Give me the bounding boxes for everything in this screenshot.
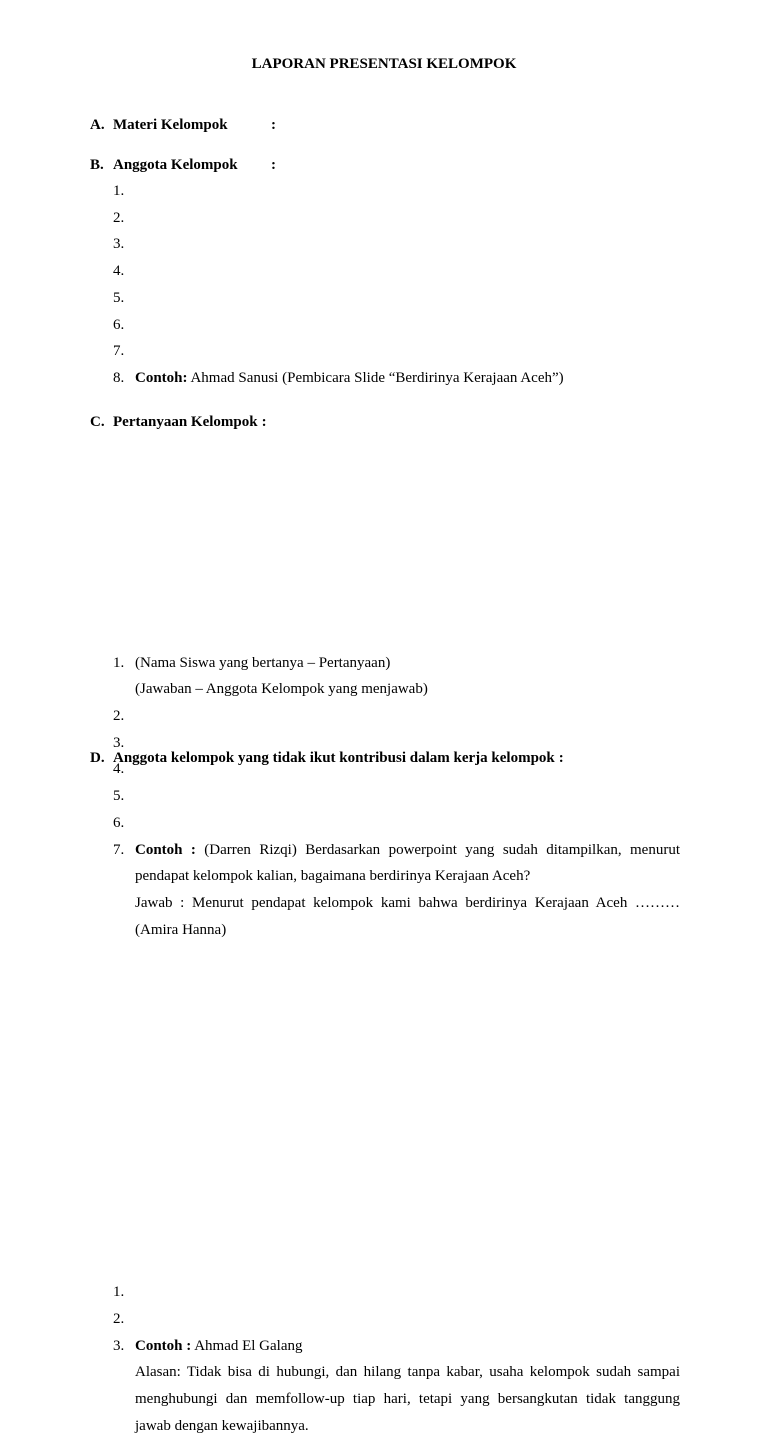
example-answer-line1: Jawab : Menurut pendapat kelompok kami bahwa berdirinya Kerajaan Aceh ……… [135,894,680,911]
item-number: 3. [113,734,125,751]
answer-template: (Jawaban – Anggota Kelompok yang menjawab) [135,681,428,698]
list-item [90,1279,680,1306]
item-number: 6. [113,814,125,831]
list-item [90,650,680,703]
section-d-colon: : [558,750,564,766]
item-number: 8. [113,369,125,386]
section-b-list [90,178,680,392]
item-number: 3. [113,1337,125,1354]
list-item-example [90,1333,680,1440]
item-number: 1. [113,654,125,671]
section-b-heading [90,157,680,177]
item-number: 2. [113,209,125,226]
section-c-title [113,414,267,431]
section-c-letter: C. [90,414,105,430]
section-b [90,157,680,177]
example-text: Ahmad Sanusi (Pembicara Slide “Berdirinya Kerajaan Aceh”) [187,369,564,386]
section-d-list [90,1279,680,1439]
list-item [90,783,680,810]
question-template: (Nama Siswa yang bertanya – Pertanyaan) [135,654,391,671]
item-number: 2. [113,1311,125,1328]
item-number: 3. [113,236,125,253]
list-item [90,285,680,312]
list-item [90,258,680,285]
section-c-colon: : [261,414,267,430]
section-c [90,414,680,434]
list-item [90,312,680,339]
example-answer-line2: (Amira Hanna) [135,921,227,938]
example-question-text: (Darren Rizqi) Berdasarkan powerpoint yang sudah ditampilkan, menurut [195,841,680,858]
item-number: 4. [113,263,125,280]
section-a [90,117,680,137]
list-item [90,178,680,205]
section-d-letter: D. [90,750,105,766]
reason-line3: jawab dengan kewajibannya. [135,1417,309,1434]
item-number: 2. [113,708,125,725]
item-number: 6. [113,316,125,333]
section-c-title-text: Pertanyaan Kelompok [113,414,258,430]
item-number: 4. [113,761,125,778]
item-number: 5. [113,289,125,306]
section-d-title-text: Anggota kelompok yang tidak ikut kontribusi dalam kerja kelompok [113,750,555,766]
section-d-heading [90,750,680,770]
item-number: 1. [113,1284,125,1301]
list-item-example [90,365,680,392]
item-number: 7. [113,343,125,360]
section-d-title [113,750,564,767]
list-item [90,1306,680,1333]
example-question-line2: pendapat kelompok kalian, bagaimana berdirinya Kerajaan Aceh? [135,868,531,885]
example-label: Contoh : [135,841,196,858]
list-item [90,338,680,365]
item-number: 1. [113,183,125,199]
list-item [90,231,680,258]
section-b-letter: B. [90,157,104,173]
example-question-line1 [135,837,680,864]
example-line [135,1333,680,1360]
list-item [90,205,680,232]
example-label: Contoh: [135,369,188,386]
list-item-example [90,837,680,944]
example-text: Ahmad El Galang [191,1337,303,1354]
section-a-title: Materi Kelompok [113,117,228,133]
list-item [90,810,680,837]
section-c-list [90,650,680,944]
section-c-heading [90,414,680,434]
section-a-heading [90,117,680,137]
list-item [90,703,680,730]
section-b-colon: : [271,157,276,173]
reason-line1: Alasan: Tidak bisa di hubungi, dan hilang tanpa kabar, usaha kelompok sudah sampai [135,1364,680,1381]
section-b-title: Anggota Kelompok [113,157,238,173]
section-d [90,750,680,770]
reason-line2: menghubungi dan memfollow-up tiap hari, tetapi yang bersangkutan tidak tanggung [135,1391,680,1408]
example-label: Contoh : [135,1337,192,1354]
item-number: 5. [113,788,125,805]
section-a-colon: : [271,117,276,133]
document-title: LAPORAN PRESENTASI KELOMPOK [251,56,517,72]
section-a-letter: A. [90,117,105,133]
item-number: 7. [113,841,125,858]
